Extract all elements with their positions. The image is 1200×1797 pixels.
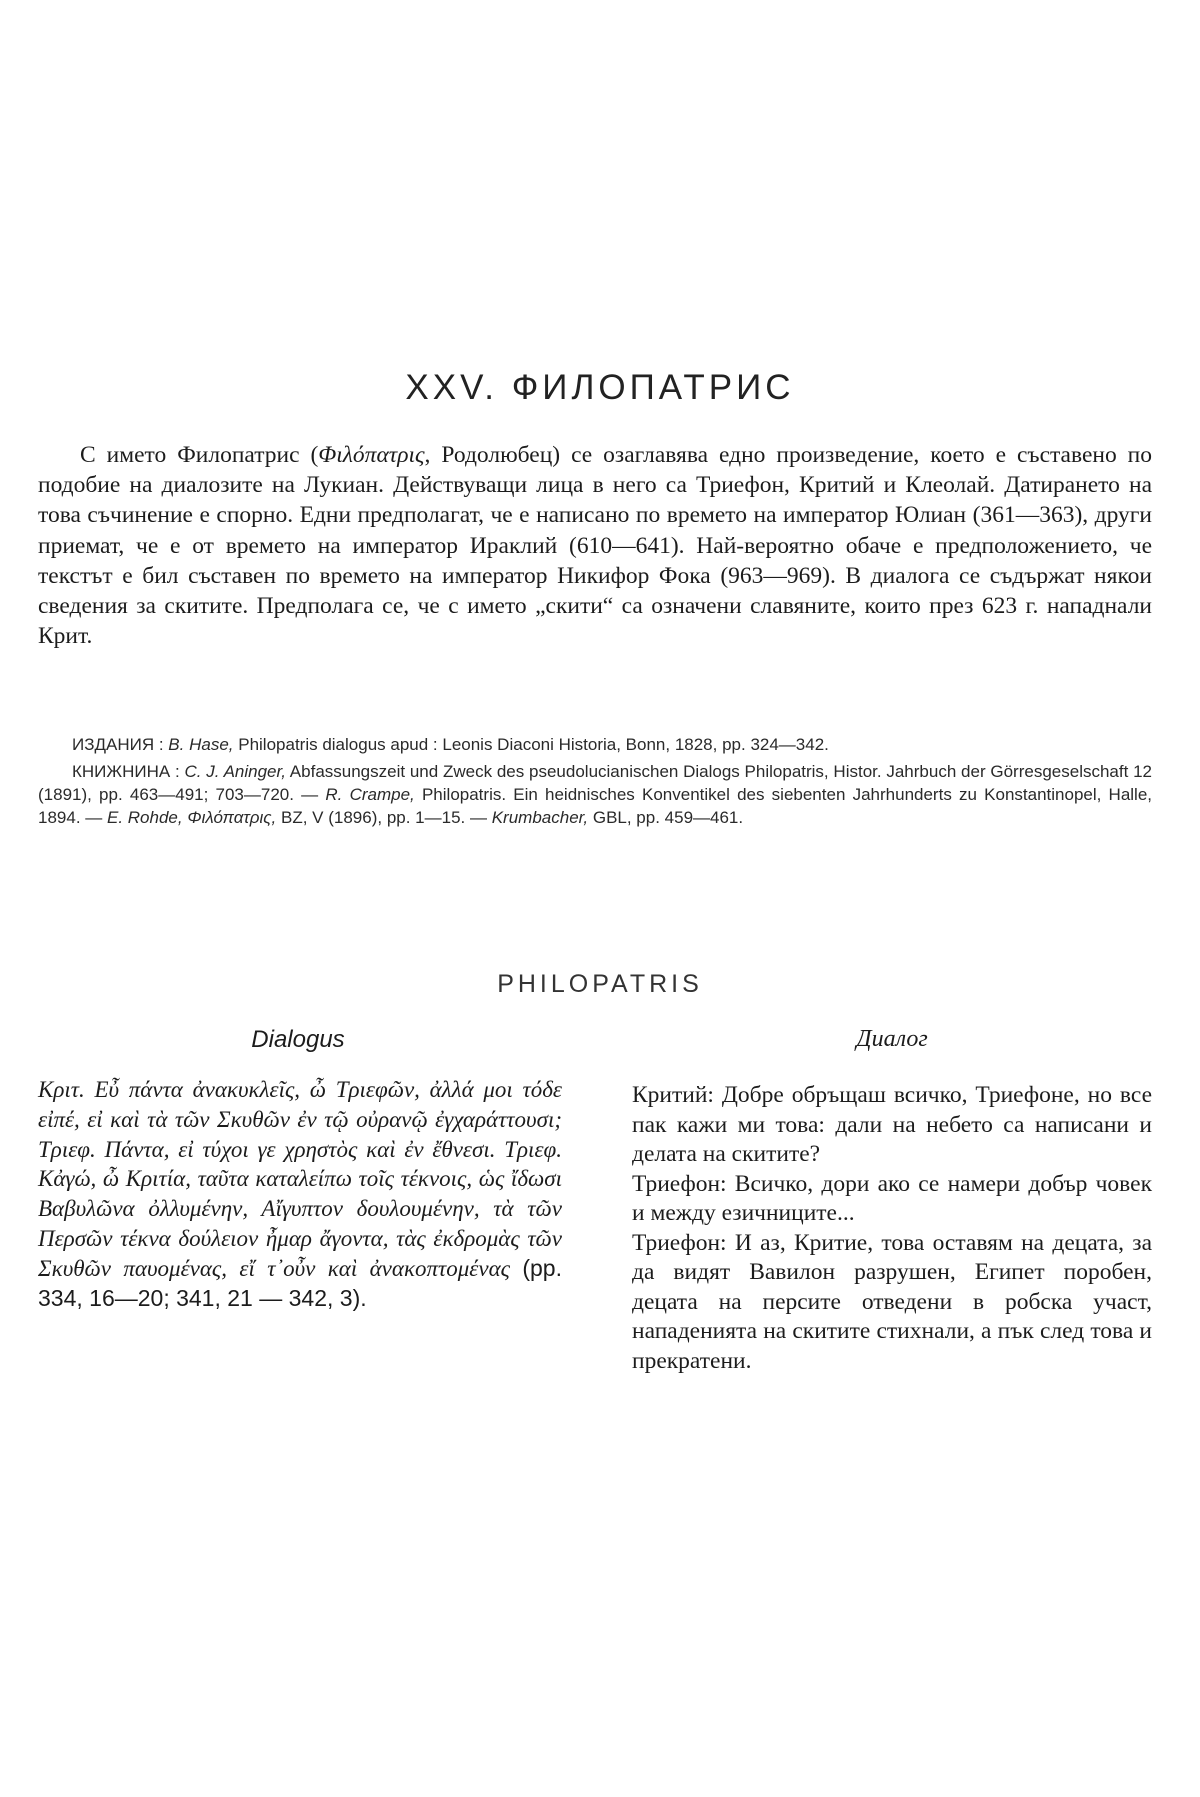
intro-paragraph bbox=[38, 440, 1152, 651]
bulgarian-column-title: Диалог bbox=[856, 1026, 928, 1052]
literature-greek-3: Φιλόπατρις, bbox=[187, 808, 277, 827]
literature-text-4: GBL, pp. 459—461. bbox=[592, 808, 744, 827]
bulgarian-paragraph: Критий: Добре обръщаш всичко, Триефоне, но все пак кажи ми това: дали на небето са написани и делата на скитите? bbox=[632, 1082, 1152, 1167]
editions-author: B. Hase, bbox=[168, 735, 234, 754]
greek-column-title: Dialogus bbox=[251, 1026, 345, 1053]
bulgarian-paragraph: Триефон: Всичко, дори ако се намери добър човек и между езичниците... bbox=[632, 1170, 1152, 1226]
editions-entry bbox=[38, 733, 1152, 756]
intro-after-greek: , Родолюбец) се озаглавява едно произведение, което е съставено по подобие на диалозите на Лукиан. Действуващи лица в него са Триефон, Критий и Клеолай. Датирането на това съчинение е спорно. Едни предполагат, че е написано по времето на император Юлиан (361—363), други приемат, че е от времето на император Ираклий (610—641). Най-вероятно обаче е предположението, че текстът е бил съставен по времето на император Никифор Фока (963—969). В диалога се съдържат някои сведения за скитите. Предполага се, че с името „скити“ са означени славяните, които през 623 г. нападнали Крит. bbox=[38, 442, 1152, 650]
literature-text-3: BZ, V (1896), pp. 1—15. — bbox=[281, 808, 487, 827]
intro-before-greek: С името Филопатрис ( bbox=[80, 442, 319, 468]
literature-author-4: Krumbacher, bbox=[491, 808, 589, 827]
literature-text-1: Abfassungszeit und Zweck des pseudolucianischen Dialogs Philopatris, Histor. Jahrbuch der Görresgeselschaft 12 (1891), pp. 463—491; 703—720. — bbox=[38, 762, 1153, 804]
literature-author-1: C. J. Aninger, bbox=[184, 762, 286, 781]
intro-greek-title: Φιλόπατρις bbox=[318, 442, 425, 468]
bulgarian-text bbox=[632, 1081, 1152, 1376]
greek-citation: (pp. 334, 16—20; 341, 21 — 342, 3). bbox=[38, 1254, 562, 1311]
chapter-title: XXV. ФИЛОПАТРИС bbox=[405, 368, 795, 407]
literature-entry bbox=[38, 760, 1152, 829]
literature-author-3: E. Rohde, bbox=[107, 808, 183, 827]
literature-label: КНИЖНИНА : bbox=[72, 762, 180, 781]
editions-text: Philopatris dialogus apud : Leonis Diaconi Historia, Bonn, 1828, pp. 324—342. bbox=[238, 735, 829, 754]
editions-label: ИЗДАНИЯ : bbox=[72, 735, 164, 754]
greek-text-body: Κριτ. Εὖ πάντα ἀνακυκλεῖς, ὦ Τριεφῶν, ἀλλά μοι τόδε εἰπέ, εἰ καὶ τὰ τῶν Σκυθῶν ἐν τῷ οὐρανῷ ἐγχαράττουσι; Τριεφ. Πάντα, εἰ τύχοι γε χρηστὸς καὶ ἐν ἔθνεσι. Τριεφ. Κἀγώ, ὦ Κριτία, ταῦτα καταλείπω τοῖς τέκνοις, ὡς ἴδωσι Βαβυλῶνα ὀλλυμένην, Αἴγυπτον δουλουμένην, τὰ τῶν Περσῶν τέκνα δούλειον ἦμαρ ἄγοντα, τὰς ἐκδρομὰς τῶν Σκυθῶν παυομένας, εἴ τ᾽οὖν καὶ ἀνακοπτομένας bbox=[38, 1077, 562, 1281]
latin-section-title: PHILOPATRIS bbox=[497, 970, 703, 998]
bulgarian-paragraph: Триефон: И аз, Критие, това оставям на децата, за да видят Вавилон разрушен, Египет поробен, децата на персите отведени в робска участ, нападенията на скитите стихнали, а пък след това и прекратени. bbox=[632, 1229, 1152, 1374]
greek-text bbox=[38, 1075, 562, 1313]
literature-text-2: Philopatris. Ein heidnisches Konventikel des siebenten Jahrhunderts zu Konstantinopel, Halle, 1894. — bbox=[38, 785, 1153, 827]
literature-author-2: R. Crampe, bbox=[325, 785, 415, 804]
